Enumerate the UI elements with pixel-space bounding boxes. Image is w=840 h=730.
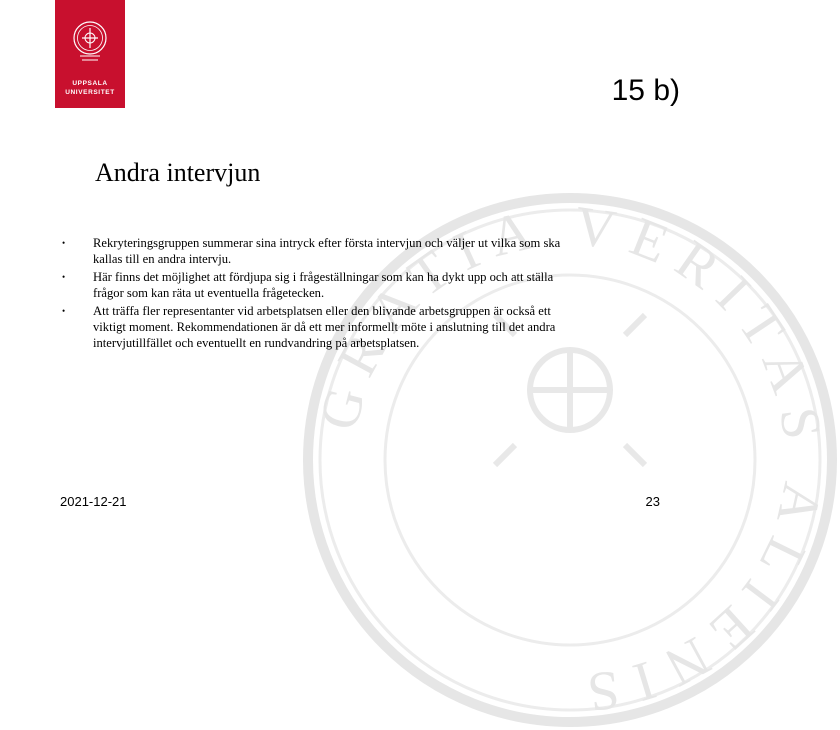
slide-heading: Andra intervjun xyxy=(95,158,261,187)
bullet-list xyxy=(62,236,582,354)
footer-page-number: 23 xyxy=(645,494,660,509)
university-logo xyxy=(55,0,125,108)
bullet-icon: • xyxy=(62,306,66,317)
logo-text-line2: UNIVERSITET xyxy=(65,89,115,96)
bullet-item xyxy=(62,270,582,301)
svg-text:GRATIA VERITAS ALIENIS: GRATIA VERITAS ALIENIS xyxy=(307,194,835,725)
bullet-item xyxy=(62,304,582,351)
university-emblem-icon xyxy=(72,20,108,64)
logo-text-line1: UPPSALA xyxy=(72,80,108,87)
bullet-text: Här finns det möjlighet att fördjupa sig i frågeställningar som kan ha dykt upp och att ställa frågor som kan räta ut eventuella frågetecken. xyxy=(93,270,554,300)
bullet-icon: • xyxy=(62,272,66,283)
bullet-item xyxy=(62,236,582,267)
footer-date: 2021-12-21 xyxy=(60,494,127,509)
corner-title: 15 b) xyxy=(611,74,680,107)
bullet-text: Rekryteringsgruppen summerar sina intryck efter första intervjun och väljer ut vilka som ska kallas till en andra intervju. xyxy=(93,236,561,266)
bullet-icon: • xyxy=(62,238,66,248)
bullet-text: Att träffa fler representanter vid arbetsplatsen eller den blivande arbetsgruppen är också ett viktigt moment. Rekommendationen är då ett mer informellt möte i anslutning till det andra intervjutillfället och eventuellt en rundvandring på arbetsplatsen. xyxy=(93,304,556,350)
